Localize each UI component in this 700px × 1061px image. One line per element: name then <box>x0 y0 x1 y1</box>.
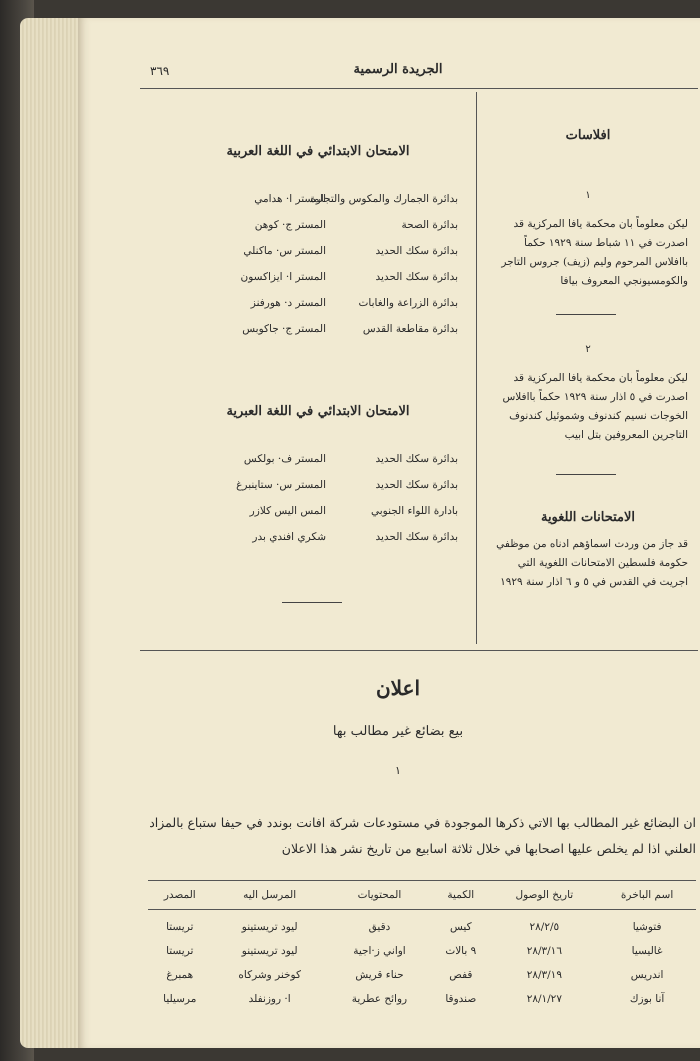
notice-title: اعلان <box>375 676 421 700</box>
language-exams-text: قد جاز من وردت اسماؤهم ادناه من موظفي حكومة فلسطين الامتحانات اللغوية التي اجريت في القدس في ٥ و ٦ اذار سنة ١٩٢٩ <box>496 538 688 588</box>
document-page <box>78 18 700 1048</box>
table-cell: مرسيليا <box>163 993 197 1005</box>
language-exams-heading: الامتحانات اللغوية <box>540 510 636 525</box>
candidate-name: شكري افندي بدر <box>252 531 326 543</box>
notice-body: ان البضائع غير المطالب بها الاتي ذكرها الموجودة في مستودعات شركة افانت بوندد في حيفا ستباع بالمزاد العلني اذا لم يخلص عليها اصحابها في خلال ثلاثة اسابيع من تاريخ نشر هذا الاعلان <box>149 815 696 856</box>
candidate-name: المستر ج· كوهن <box>254 219 326 231</box>
candidate-name: المستر ا· ايزاكسون <box>240 271 326 283</box>
candidate-department: بادارة اللواء الجنوبي <box>371 505 458 517</box>
table-cell: ا· روزنفلد <box>248 993 291 1005</box>
candidate-department: بدائرة الجمارك والمكوس والتجارة <box>310 193 458 205</box>
goods-table <box>148 880 696 1011</box>
bankruptcy-text: ليكن معلوماً بان محكمة يافا المركزية قد اصدرت في ٥ اذار سنة ١٩٢٩ حكماً باافلاس الخوجات نسيم كندنوف وشموئيل كندنوف التاجرين المعروفين بتل ابيب <box>502 372 688 441</box>
candidate-department: بدائرة سكك الحديد <box>375 479 458 491</box>
page-stack <box>20 18 82 1048</box>
candidate-department: بدائرة مقاطعة القدس <box>362 323 458 335</box>
table-cell: ٢٨/١/٢٧ <box>526 993 562 1005</box>
table-cell: ٩ بالات <box>445 945 477 957</box>
arabic-exam-heading: الامتحان الابتدائي في اللغة العربية <box>226 144 410 159</box>
bankruptcies-heading: افلاسات <box>565 128 611 143</box>
section-rule <box>556 314 616 315</box>
table-cell: ليود تريستينو <box>241 945 298 957</box>
candidate-name: المستر ف· بولكس <box>243 453 326 465</box>
table-cell: صندوقا <box>445 993 477 1005</box>
column-header: اسم الباخرة <box>598 881 696 910</box>
goods-table-header <box>148 881 696 910</box>
bankruptcy-item <box>488 190 688 291</box>
table-cell: همبرغ <box>166 969 194 981</box>
table-cell: روائح عطرية <box>351 993 408 1005</box>
table-row <box>148 987 696 1011</box>
exam-row <box>198 446 458 472</box>
notice-number: ١ <box>395 764 401 777</box>
candidate-name: المستر ج· جاكوبس <box>242 323 326 335</box>
table-row <box>148 939 696 963</box>
candidate-department: بدائرة الصحة <box>401 219 458 231</box>
bankruptcy-number: ١ <box>585 190 591 201</box>
header-rule <box>140 88 698 89</box>
exam-row <box>198 212 458 238</box>
exam-row <box>198 290 458 316</box>
column-header: المحتويات <box>328 881 431 910</box>
table-cell: ٢٨/٣/١٩ <box>526 969 562 981</box>
candidate-department: بدائرة الزراعة والغابات <box>358 297 458 309</box>
page-header-title: الجريدة الرسمية <box>353 62 443 77</box>
exam-row <box>198 186 458 212</box>
candidate-department: بدائرة سكك الحديد <box>375 245 458 257</box>
table-cell: حناء قريش <box>355 969 404 981</box>
notice-divider <box>140 650 698 651</box>
column-header: المرسل اليه <box>212 881 328 910</box>
candidate-department: بدائرة سكك الحديد <box>375 531 458 543</box>
table-cell: آنا بوزك <box>629 993 665 1005</box>
bankruptcy-item <box>488 344 688 445</box>
table-cell: قفص <box>449 969 473 981</box>
table-row <box>148 910 696 940</box>
candidate-department: بدائرة سكك الحديد <box>375 453 458 465</box>
table-cell: فتوشيا <box>632 921 662 933</box>
column-divider <box>476 92 477 644</box>
table-cell: كوخنر وشركاه <box>238 969 301 981</box>
candidate-name: المستر د· هورفنز <box>250 297 326 309</box>
table-cell: ٢٨/٢/٥ <box>529 921 560 933</box>
bankruptcy-text: ليكن معلوماً بان محكمة يافا المركزية قد اصدرت في ١١ شباط سنة ١٩٢٩ حكماً باافلاس المرحوم وليم (زيف) جروس التاجر والكومسيونجي المعروف بيافا <box>501 218 688 287</box>
candidate-name: المستر س· ستاينبرغ <box>236 479 326 491</box>
bankruptcy-number: ٢ <box>585 344 591 355</box>
table-cell: ليود تريستينو <box>241 921 298 933</box>
candidate-name: المستر س· ماكنلي <box>243 245 326 257</box>
table-cell: تريستا <box>166 921 194 933</box>
section-rule <box>556 474 616 475</box>
hebrew-exam-heading: الامتحان الابتدائي في اللغة العبرية <box>226 404 410 419</box>
table-cell: ٢٨/٣/١٦ <box>526 945 562 957</box>
table-cell: اندريس <box>630 969 664 981</box>
table-row <box>148 963 696 987</box>
exam-row <box>198 264 458 290</box>
column-header: الكمية <box>431 881 490 910</box>
exam-row <box>198 472 458 498</box>
column-header: تاريخ الوصول <box>491 881 599 910</box>
table-cell: دقيق <box>368 921 391 933</box>
candidate-department: بدائرة سكك الحديد <box>375 271 458 283</box>
page-number: ٣٦٩ <box>150 64 170 78</box>
hebrew-exam-list <box>198 446 458 550</box>
table-cell: غاليسيا <box>631 945 663 957</box>
candidate-name: المستر ا· هدامي <box>254 193 326 205</box>
column-header: المصدر <box>148 881 212 910</box>
table-cell: كيس <box>450 921 472 933</box>
bankruptcies-section <box>488 128 688 143</box>
exam-row <box>198 316 458 342</box>
candidate-name: المس اليس كلازر <box>249 505 326 517</box>
section-rule <box>282 602 342 603</box>
table-cell: تريستا <box>166 945 194 957</box>
exam-row <box>198 524 458 550</box>
exam-row <box>198 238 458 264</box>
notice-subtitle: بيع بضائع غير مطالب بها <box>332 724 464 739</box>
table-cell: اواني ز·اجية <box>353 945 406 957</box>
language-exams-section <box>488 510 688 592</box>
arabic-exam-list <box>198 186 458 342</box>
exam-row <box>198 498 458 524</box>
